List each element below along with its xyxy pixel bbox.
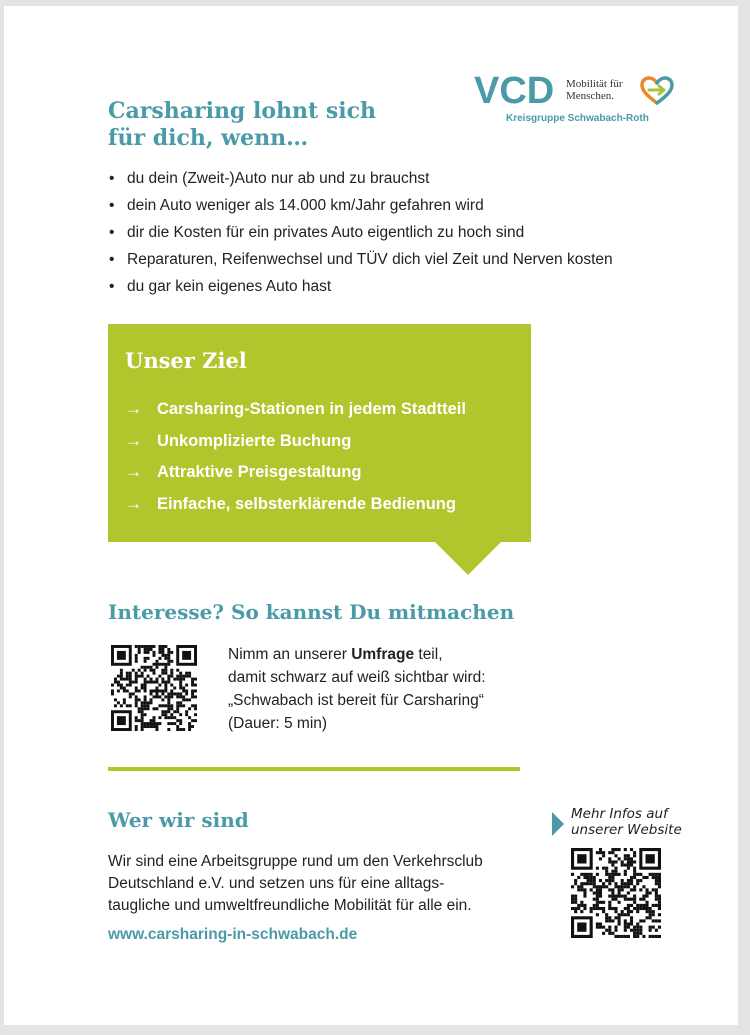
goal-title: Unser Ziel (125, 348, 247, 373)
more-info-line1: Mehr Infos auf (571, 806, 668, 822)
section-divider (108, 767, 520, 771)
logo-tagline-line1: Mobilität für (566, 78, 623, 90)
flyer-page (4, 6, 738, 1025)
vcd-logo (474, 72, 678, 128)
reason-item: • dir die Kosten für ein privates Auto eigentlich zu hoch sind (108, 222, 613, 249)
intro-heading (108, 98, 376, 152)
goal-item-label: Carsharing-Stationen in jedem Stadtteil (157, 400, 466, 418)
triangle-right-icon (552, 812, 564, 836)
arrow-right-icon: → (125, 430, 142, 450)
intro-heading-line2: für dich, wenn… (108, 125, 309, 151)
reasons-list (108, 168, 613, 303)
reason-item: • dein Auto weniger als 14.000 km/Jahr gefahren wird (108, 195, 613, 222)
reason-item: • Reparaturen, Reifenwechsel und TÜV dich viel Zeit und Nerven kosten (108, 249, 613, 276)
survey-qr-code[interactable] (111, 645, 197, 731)
about-line2: Deutschland e.V. und setzen uns für eine alltags- (108, 875, 445, 892)
goal-list (125, 398, 466, 524)
more-info-text (571, 806, 682, 838)
about-heading: Wer wir sind (108, 808, 249, 832)
about-line1: Wir sind eine Arbeitsgruppe rund um den Verkehrsclub (108, 853, 483, 870)
goal-item (125, 398, 466, 430)
goal-item (125, 430, 466, 462)
arrow-right-icon: → (125, 399, 142, 418)
about-text (108, 851, 528, 917)
more-info-line2: unserer Website (571, 822, 682, 838)
arrow-right-icon: → (125, 493, 142, 513)
goal-item (125, 493, 466, 525)
survey-line3: „Schwabach ist bereit für Carsharing“ (228, 692, 484, 709)
reason-item: • du dein (Zweit-)Auto nur ab und zu brauchst (108, 168, 613, 195)
logo-tagline-line2: Menschen. (566, 90, 614, 102)
survey-line4: (Dauer: 5 min) (228, 715, 328, 732)
logo-brand: VCD (474, 70, 555, 112)
goal-item-label: Unkomplizierte Buchung (157, 431, 352, 450)
goal-box-pointer (434, 541, 502, 575)
heart-arrow-icon (640, 76, 674, 106)
arrow-right-icon: → (125, 462, 142, 481)
survey-line2: damit schwarz auf weiß sichtbar wird: (228, 669, 486, 686)
goal-item-label: Attraktive Preisgestaltung (157, 463, 362, 481)
survey-line1: Nimm an unserer Umfrage teil, (228, 646, 443, 663)
participate-heading: Interesse? So kannst Du mitmachen (108, 600, 515, 624)
logo-subtitle: Kreisgruppe Schwabach-Roth (506, 113, 649, 124)
about-line3: taugliche und umweltfreundliche Mobilität für alle ein. (108, 897, 472, 914)
goal-box (108, 324, 531, 542)
survey-text (228, 643, 486, 735)
website-link[interactable]: www.carsharing-in-schwabach.de (108, 926, 358, 943)
reason-item: • du gar kein eigenes Auto hast (108, 276, 613, 303)
goal-item (125, 461, 466, 493)
website-qr-code[interactable] (571, 848, 661, 938)
logo-tagline (566, 78, 623, 102)
survey-keyword: Umfrage (351, 646, 415, 663)
goal-item-label: Einfache, selbsterklärende Bedienung (157, 494, 456, 513)
intro-heading-line1: Carsharing lohnt sich (108, 98, 376, 124)
